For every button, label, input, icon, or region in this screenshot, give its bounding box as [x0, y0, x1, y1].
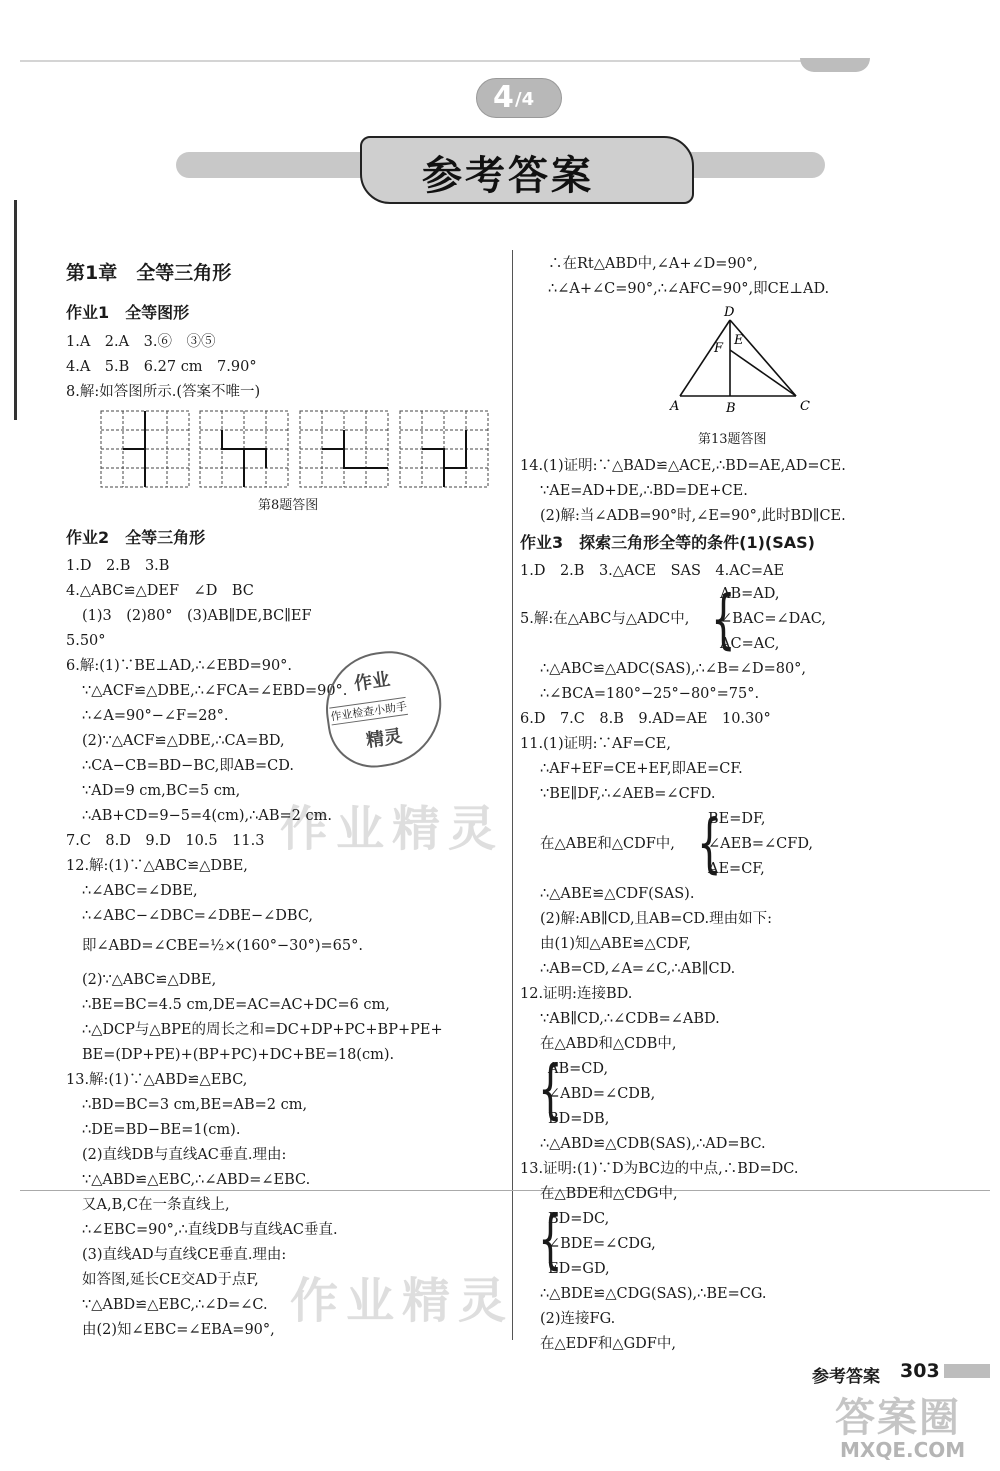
- footer-label: 参考答案: [812, 1367, 880, 1387]
- vertex-label-e: E: [734, 333, 744, 348]
- watermark: 作业精灵: [280, 801, 505, 857]
- answer-line: (1)3 (2)80° (3)AB∥DE,BC∥EF: [82, 608, 312, 624]
- banner-right-bar: [685, 152, 825, 178]
- answer-line: BD=DC,: [548, 1211, 610, 1227]
- answer-line: 4.△ABC≌△DEF ∠D BC: [66, 583, 254, 599]
- answer-line: ∴BE=BC=4.5 cm,DE=AC=AC+DC=6 cm,: [82, 997, 390, 1013]
- answer-line: AB=AD,: [720, 586, 780, 602]
- banner-left-bar: [176, 152, 366, 178]
- answer-line: 12.解:(1)∵△ABC≌△DBE,: [66, 858, 248, 874]
- answer-line: ∴∠ABC−∠DBC=∠DBE−∠DBC,: [82, 908, 314, 924]
- answer-line: (3)直线AD与直线CE垂直.理由:: [82, 1247, 287, 1263]
- stamp-middle-text: 作业检查小助手: [329, 697, 408, 726]
- answer-line: ∵AB∥CD,∴∠CDB=∠ABD.: [540, 1011, 720, 1027]
- answer-line: 8.解:如答图所示.(答案不唯一): [66, 384, 261, 400]
- answer-line: ∵AE=AD+DE,∴BD=DE+CE.: [540, 483, 748, 499]
- answer-line: ∠ABD=∠CDB,: [548, 1086, 656, 1102]
- answer-line: 在△BDE和△CDG中,: [540, 1186, 678, 1202]
- answer-line: BD=DB,: [548, 1111, 610, 1127]
- answer-line: (2)直线DB与直线AC垂直.理由:: [82, 1147, 287, 1163]
- answer-line: AC=AC,: [720, 636, 780, 652]
- answer-line: ED=GD,: [548, 1261, 610, 1277]
- corner-tab: [800, 58, 870, 72]
- answer-line: ∴△ABE≌△CDF(SAS).: [540, 886, 695, 902]
- answer-line: ∴AB+CD=9−5=4(cm),∴AB=2 cm.: [82, 808, 332, 824]
- page-badge-total: /4: [515, 89, 535, 110]
- homework-heading: 作业1 全等图形: [66, 303, 190, 322]
- watermark: 作业精灵: [290, 1273, 515, 1329]
- answer-line: ∴CA−CB=BD−BC,即AB=CD.: [82, 758, 294, 774]
- answer-line: ∴BD=BC=3 cm,BE=AB=2 cm,: [82, 1097, 308, 1113]
- answer-line: 4.A 5.B 6.27 cm 7.90°: [66, 359, 257, 375]
- answer-line: 1.D 2.B 3.△ACE SAS 4.AC=AE: [520, 563, 785, 579]
- site-logo: 答案圈: [835, 1395, 961, 1441]
- answer-line: ∵△ABD≌△EBC,∴∠D=∠C.: [82, 1297, 268, 1313]
- answer-line: ∵△ABD≌△EBC,∴∠ABD=∠EBC.: [82, 1172, 311, 1188]
- answer-line: ∴△ABC≌△ADC(SAS),∴∠B=∠D=80°,: [540, 661, 807, 677]
- answer-line: (2)∵△ABC≌△DBE,: [82, 972, 217, 988]
- answer-line: ∴在Rt△ABD中,∠A+∠D=90°,: [548, 256, 758, 272]
- answer-line: BE=DF,: [708, 811, 766, 827]
- binding-mark: [14, 200, 17, 420]
- vertex-label-f: F: [714, 341, 724, 356]
- answer-line: 1.A 2.A 3.⑥ ③⑤: [66, 334, 216, 350]
- answer-line: 13.证明:(1)∵D为BC边的中点,∴BD=DC.: [520, 1161, 799, 1177]
- answer-line: 在△EDF和△GDF中,: [540, 1336, 676, 1352]
- answer-line: ∴∠ABC=∠DBE,: [82, 883, 198, 899]
- vertex-label-d: D: [724, 305, 735, 320]
- answer-line: ∵AD=9 cm,BC=5 cm,: [82, 783, 241, 799]
- answer-line: ∵BE∥DF,∴∠AEB=∠CFD.: [540, 786, 716, 802]
- answer-line: ∵△ACF≌△DBE,∴∠FCA=∠EBD=90°.: [82, 683, 348, 699]
- stamp-top-text: 作业: [352, 668, 392, 695]
- stamp-bottom-text: 精灵: [364, 725, 404, 752]
- answer-line: 又A,B,C在一条直线上,: [82, 1197, 230, 1213]
- answer-line: 在△ABD和△CDB中,: [540, 1036, 677, 1052]
- answer-line: 1.D 2.B 3.B: [66, 558, 170, 574]
- footer-page-number: 303: [900, 1360, 940, 1382]
- footer-bar: [944, 1364, 990, 1378]
- site-url: MXQE.COM: [840, 1438, 966, 1462]
- figure-caption: 第8题答图: [258, 498, 319, 513]
- answer-line: 14.(1)证明:∵△BAD≌△ACE,∴BD=AE,AD=CE.: [520, 458, 846, 474]
- brace: {: [711, 583, 736, 657]
- answer-line: ∠BAC=∠DAC,: [720, 611, 826, 627]
- answer-line: 由(2)知∠EBC=∠EBA=90°,: [82, 1322, 275, 1338]
- answer-line: BE=(DP+PE)+(BP+PC)+DC+BE=18(cm).: [82, 1047, 395, 1063]
- brace: {: [697, 807, 722, 881]
- answer-line: ∴△DCP与△BPE的周长之和=DC+DP+PC+BP+PE+: [82, 1022, 443, 1038]
- answer-line: 12.证明:连接BD.: [520, 986, 633, 1002]
- answer-line: ∴AB=CD,∠A=∠C,∴AB∥CD.: [540, 961, 736, 977]
- answer-line: 5.解:在△ABC与△ADC中,: [520, 611, 690, 627]
- answer-line: 由(1)知△ABE≌△CDF,: [540, 936, 691, 952]
- answer-line: ∴△ABD≌△CDB(SAS),∴AD=BC.: [540, 1136, 766, 1152]
- answer-line: 6.解:(1)∵BE⊥AD,∴∠EBD=90°.: [66, 658, 293, 674]
- answer-line: 在△ABE和△CDF中,: [540, 836, 675, 852]
- answer-line: (2)∵△ACF≌△DBE,∴CA=BD,: [82, 733, 285, 749]
- answer-line: ∴AF+EF=CE+EF,即AE=CF.: [540, 761, 743, 777]
- answer-line: ∴∠EBC=90°,∴直线DB与直线AC垂直.: [82, 1222, 338, 1238]
- answer-line: 即∠ABD=∠CBE=½×(160°−30°)=65°.: [82, 938, 363, 954]
- answer-line: AE=CF,: [708, 861, 765, 877]
- column-divider: [512, 250, 513, 1340]
- stamp: [319, 644, 450, 773]
- brace: {: [538, 1053, 563, 1127]
- figure-caption: 第13题答图: [698, 432, 767, 447]
- fold-line: [20, 1190, 990, 1191]
- vertex-label-a: A: [670, 399, 680, 414]
- vertex-label-b: B: [726, 401, 736, 416]
- answer-line: 13.解:(1)∵△ABD≌△EBC,: [66, 1072, 248, 1088]
- answer-line: (2)解:AB∥CD,且AB=CD.理由如下:: [540, 911, 773, 927]
- homework-heading: 作业2 全等三角形: [66, 528, 206, 547]
- banner-title: 参考答案: [422, 153, 594, 199]
- page-badge: [476, 78, 562, 118]
- grid-figure: [100, 410, 490, 490]
- header-top-rule: [20, 60, 840, 62]
- banner: [360, 136, 694, 204]
- answer-line: ∴∠A+∠C=90°,∴∠AFC=90°,即CE⊥AD.: [548, 281, 830, 297]
- answer-line: ∴∠A=90°−∠F=28°.: [82, 708, 229, 724]
- answer-line: ∠AEB=∠CFD,: [708, 836, 814, 852]
- answer-line: (2)解:当∠ADB=90°时,∠E=90°,此时BD∥CE.: [540, 508, 846, 524]
- answer-line: ∴△BDE≌△CDG(SAS),∴BE=CG.: [540, 1286, 767, 1302]
- chapter-heading: 第1章 全等三角形: [66, 262, 232, 284]
- answer-line: ∠BDE=∠CDG,: [548, 1236, 656, 1252]
- answer-line: AB=CD,: [548, 1061, 609, 1077]
- answer-line: 6.D 7.C 8.B 9.AD=AE 10.30°: [520, 711, 771, 727]
- triangle-figure: [668, 304, 818, 416]
- answer-line: ∴DE=BD−BE=1(cm).: [82, 1122, 241, 1138]
- page-badge-number: 4: [493, 80, 514, 115]
- answer-line: 11.(1)证明:∵AF=CE,: [520, 736, 671, 752]
- answer-line: 5.50°: [66, 633, 106, 649]
- answer-line: (2)连接FG.: [540, 1311, 616, 1327]
- brace: {: [538, 1203, 563, 1277]
- answer-line: ∴∠BCA=180°−25°−80°=75°.: [540, 686, 760, 702]
- homework-heading: 作业3 探索三角形全等的条件(1)(SAS): [520, 533, 815, 552]
- vertex-label-c: C: [800, 399, 810, 414]
- answer-line: 7.C 8.D 9.D 10.5 11.3: [66, 833, 265, 849]
- answer-line: 如答图,延长CE交AD于点F,: [82, 1272, 259, 1288]
